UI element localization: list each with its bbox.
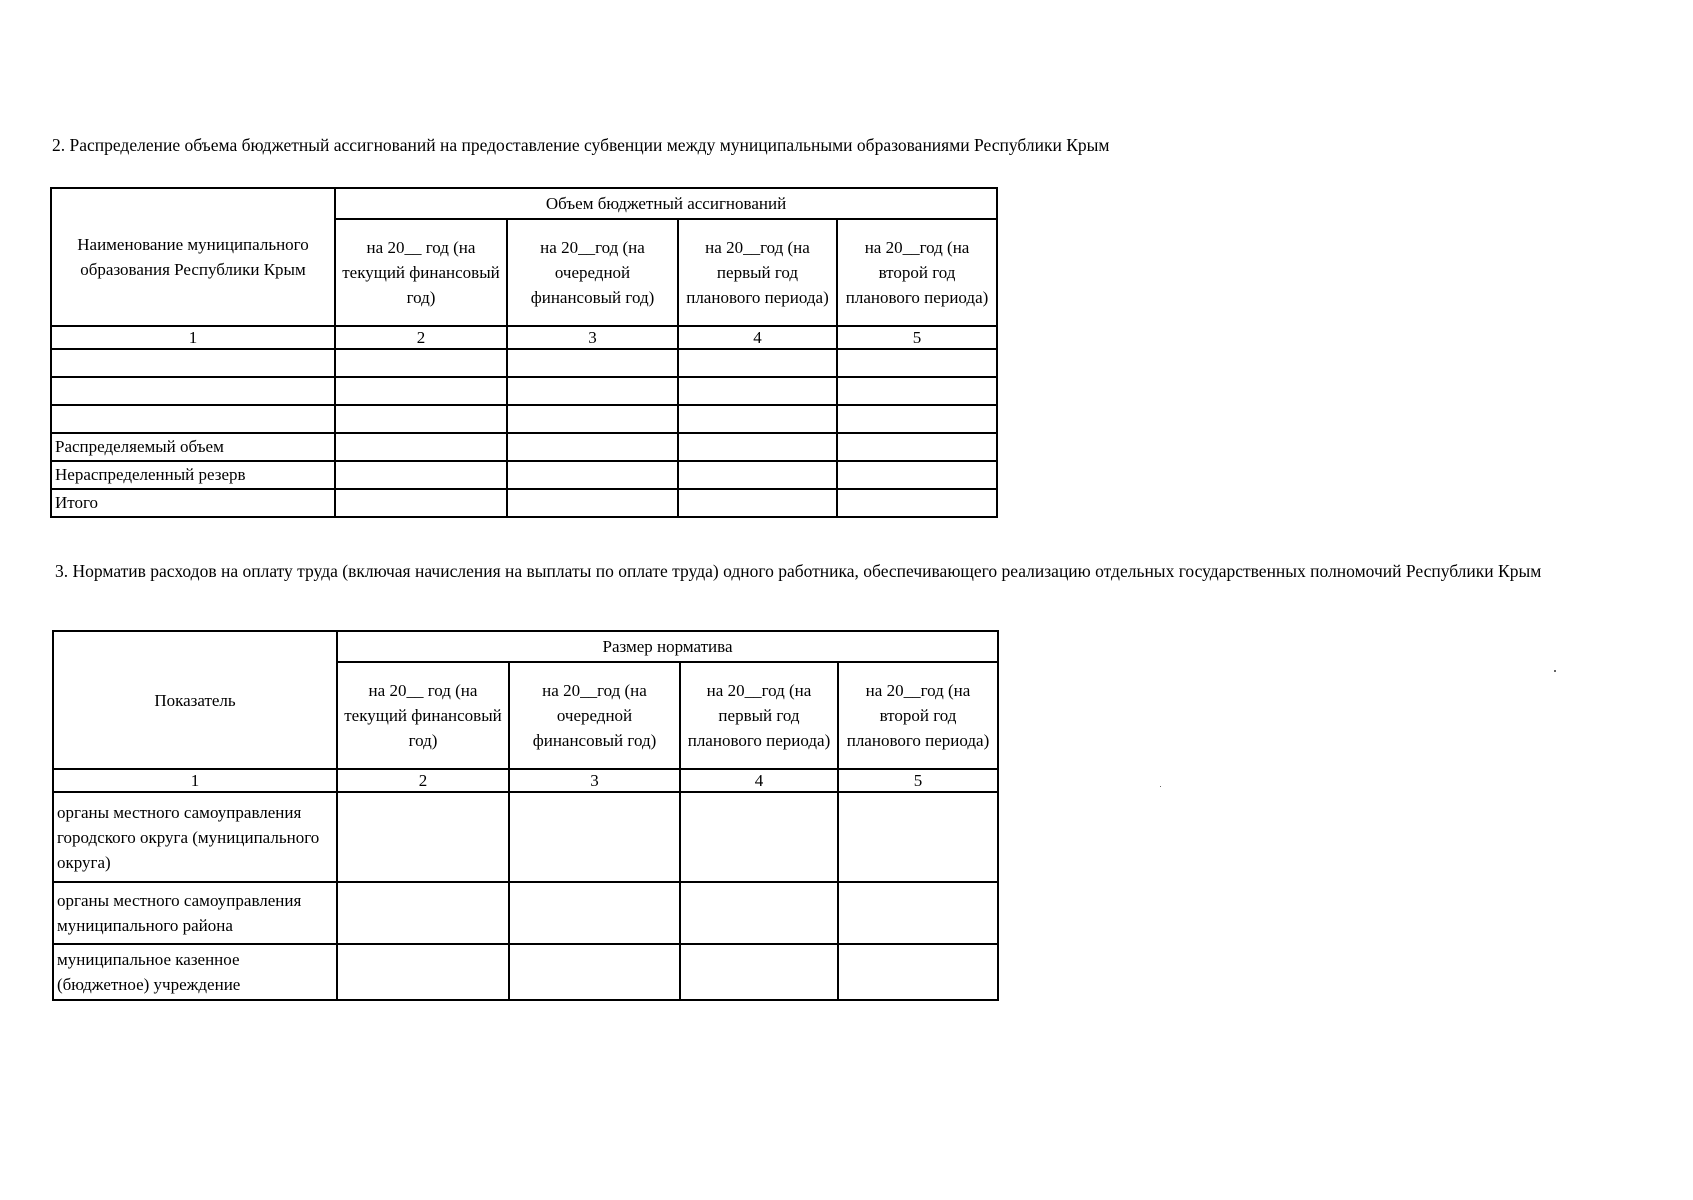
empty-cell xyxy=(507,433,678,461)
empty-cell xyxy=(837,461,997,489)
empty-cell xyxy=(335,377,507,405)
scan-speck xyxy=(1160,786,1161,787)
column-number: 5 xyxy=(838,769,998,792)
empty-cell xyxy=(678,349,837,377)
empty-cell xyxy=(335,461,507,489)
col-header-year-plan-1: на 20__год (на первый год планового периода) xyxy=(678,219,837,326)
col-header-year-current: на 20__ год (на текущий финансовый год) xyxy=(337,662,509,769)
empty-cell xyxy=(509,792,680,882)
row-label-municipal-district-authorities: органы местного самоуправления муниципального района xyxy=(53,882,337,944)
group-header-budget-volume: Объем бюджетный ассигнований xyxy=(335,188,997,219)
column-number: 3 xyxy=(507,326,678,349)
table-row xyxy=(51,349,997,377)
column-number: 1 xyxy=(53,769,337,792)
column-number: 2 xyxy=(335,326,507,349)
empty-cell xyxy=(507,349,678,377)
col-header-indicator: Показатель xyxy=(53,631,337,769)
col-header-year-plan-2: на 20__год (на второй год планового периода) xyxy=(837,219,997,326)
empty-cell xyxy=(837,405,997,433)
row-label-distributed-volume: Распределяемый объем xyxy=(51,433,335,461)
column-number: 4 xyxy=(680,769,838,792)
table-row xyxy=(51,461,997,489)
column-number: 3 xyxy=(509,769,680,792)
empty-cell xyxy=(507,405,678,433)
empty-cell xyxy=(335,433,507,461)
empty-cell xyxy=(335,489,507,517)
row-label-undistributed-reserve: Нераспределенный резерв xyxy=(51,461,335,489)
section-3-heading: 3. Норматив расходов на оплату труда (включая начисления на выплаты по оплате труда) одного работника, обеспечивающего реализацию отдельных государственных полномочий Республики Крым xyxy=(55,561,1542,581)
empty-cell xyxy=(678,433,837,461)
empty-cell xyxy=(337,882,509,944)
col-header-year-current: на 20__ год (на текущий финансовый год) xyxy=(335,219,507,326)
table-row xyxy=(53,792,998,882)
table-row xyxy=(51,405,997,433)
row-label-municipal-institution: муниципальное казенное (бюджетное) учреждение xyxy=(53,944,337,1000)
empty-cell xyxy=(837,489,997,517)
empty-cell xyxy=(678,377,837,405)
empty-cell xyxy=(678,489,837,517)
group-header-norm-size: Размер норматива xyxy=(337,631,998,662)
table-row xyxy=(51,377,997,405)
empty-cell xyxy=(335,349,507,377)
allocation-table xyxy=(50,187,998,518)
col-header-year-plan-1: на 20__год (на первый год планового периода) xyxy=(680,662,838,769)
row-label xyxy=(51,349,335,377)
empty-cell xyxy=(507,461,678,489)
column-number: 5 xyxy=(837,326,997,349)
empty-cell xyxy=(509,944,680,1000)
empty-cell xyxy=(337,944,509,1000)
row-label xyxy=(51,405,335,433)
column-number: 1 xyxy=(51,326,335,349)
row-label xyxy=(51,377,335,405)
col-header-year-plan-2: на 20__год (на второй год планового периода) xyxy=(838,662,998,769)
empty-cell xyxy=(680,792,838,882)
column-number: 2 xyxy=(337,769,509,792)
row-label-city-district-authorities: органы местного самоуправления городского округа (муниципального округа) xyxy=(53,792,337,882)
empty-cell xyxy=(837,349,997,377)
empty-cell xyxy=(680,882,838,944)
table-row xyxy=(51,489,997,517)
empty-cell xyxy=(837,377,997,405)
table-row xyxy=(51,433,997,461)
salary-norm-table xyxy=(52,630,999,1001)
empty-cell xyxy=(678,405,837,433)
empty-cell xyxy=(507,377,678,405)
empty-cell xyxy=(838,944,998,1000)
col-header-year-next: на 20__год (на очередной финансовый год) xyxy=(507,219,678,326)
row-label-total: Итого xyxy=(51,489,335,517)
empty-cell xyxy=(509,882,680,944)
empty-cell xyxy=(837,433,997,461)
empty-cell xyxy=(838,792,998,882)
empty-cell xyxy=(337,792,509,882)
empty-cell xyxy=(678,461,837,489)
scan-speck xyxy=(1554,670,1556,672)
section-2-heading: 2. Распределение объема бюджетный ассигнований на предоставление субвенции между муниципальными образованиями Республики Крым xyxy=(52,135,1110,155)
empty-cell xyxy=(507,489,678,517)
column-number: 4 xyxy=(678,326,837,349)
table-row xyxy=(53,882,998,944)
table-row xyxy=(53,944,998,1000)
empty-cell xyxy=(680,944,838,1000)
col-header-municipality: Наименование муниципального образования Республики Крым xyxy=(51,188,335,326)
empty-cell xyxy=(335,405,507,433)
empty-cell xyxy=(838,882,998,944)
col-header-year-next: на 20__год (на очередной финансовый год) xyxy=(509,662,680,769)
